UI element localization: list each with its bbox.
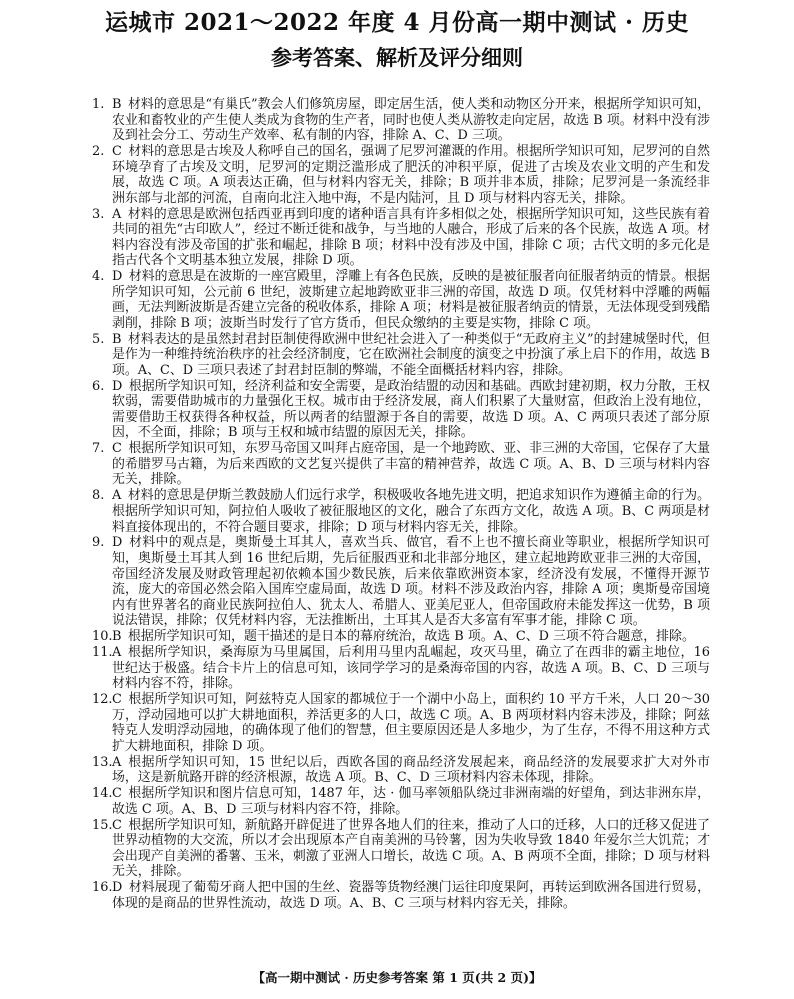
answer-item-number: 14.: [92, 786, 113, 802]
answer-item-number: 7.: [92, 441, 105, 457]
answer-item-choice: D: [112, 535, 123, 551]
answer-item-choice: D: [112, 880, 123, 896]
answer-item: [92, 535, 710, 628]
answer-item: [92, 818, 710, 880]
answer-item-explanation: 根据所学知识和图片信息可知，1487 年，达 · 伽马率领船队绕过非洲南端的好望角，到达非洲东岸，故选 C 项。A、B、D 三项与材料内容不符，排除。: [112, 786, 710, 817]
answer-item-choice: D: [112, 378, 123, 394]
answer-item-choice: A: [112, 754, 122, 770]
answer-item-explanation: 根据所学知识可知，东罗马帝国又叫拜占庭帝国，是一个地跨欧、亚、非三洲的大帝国，它保存了大量的希腊罗马古籍，为后来西欧的文艺复兴提供了丰富的精神营养，故选 C 项。A、B、D 三项与材料内容无关，排除。: [112, 441, 710, 488]
document-subtitle: 参考答案、解析及评分细则: [271, 45, 523, 70]
answer-item-number: 1.: [92, 97, 105, 112]
answer-item: [92, 786, 710, 817]
answer-item-explanation: 材料的意思是欧洲包括西亚再到印度的诸种语言具有许多相似之处，根据所学知识可知，这些民族有着共同的祖先“古印欧人”，经过不断迁徙和战争，与当地的人融合，形成了后来的各个民族，故选 A 项。材料内容没有涉及帝国的扩张和崛起，排除 B 项；材料中没有涉及中国，排除 C 项；古代文明的多元化是指古代各个文明基本独立发展，排除 D 项。: [112, 206, 710, 269]
answer-item: [92, 692, 710, 754]
answer-item-explanation: 材料的意思是伊斯兰教鼓励人们远行求学，积极吸收各地先进文明，把追求知识作为遵循主命的行为。根据所学知识可知，阿拉伯人吸收了被征服地区的文化，融合了东西方文化，故选 A 项。B、C 两项是材料直接体现出的，不符合题目要求，排除；D 项与材料内容无关，排除。: [112, 488, 710, 535]
answer-item-explanation: 材料中的观点是，奥斯曼土耳其人，喜欢当兵、做官，看不上也不擅长商业等职业，根据所学知识可知，奥斯曼土耳其人到 16 世纪后期，先后征服西亚和北非部分地区，建立起地跨欧亚非三洲的大帝国，帝国经济发展及财政管理起初依赖本国少数民族，后来依靠欧洲资本家，经济没有发展，不懂得开源节流，庞大的帝国必然会陷入国库空虚局面，故选 D 项。材料不涉及政治内容，排除 A 项；奥斯曼帝国境内有世界著名的商业民族阿拉伯人、犹太人、希腊人、亚美尼亚人，但帝国政府未能发挥这一优势，B 项说法错误，排除；仅凭材料内容，无法推断出，土耳其人是否大多富有军事才能，排除 C 项。: [112, 535, 710, 629]
answer-item-explanation: 根据所学知识可知，阿兹特克人国家的都城位于一个湖中小岛上，面积约 10 平方千米，人口 20～30 万，浮动园地可以扩大耕地面积，养活更多的人口，故选 C 项。A、B 两项材料内容未涉及，排除；阿兹特克人发明浮动园地，的确体现了他们的智慧，但主要原因还是人多地少，为了生存，不得不用这种方式扩大耕地面积，排除 D 项。: [112, 692, 710, 754]
answer-item-explanation: 材料的意思是古埃及人称呼自己的国名，强调了尼罗河灌溉的作用。根据所学知识可知，尼罗河的自然环境孕育了古埃及文明，尼罗河的定期泛滥形成了肥沃的冲积平原，促进了古埃及农业文明的产生和发展，故选 C 项。A 项表达正确，但与材料内容无关，排除；B 项并非本质，排除；尼罗河是一条流经非洲东部与北部的河流，自南向北注入地中海，不是内陆河，且 D 项与材料内容无关，排除。: [112, 144, 710, 206]
answer-item-explanation: 材料展现了葡萄牙商人把中国的生丝、瓷器等货物经澳门运往印度果阿，再转运到欧洲各国进行贸易，体现的是商品的世界性流动，故选 D 项。A、B、C 三项与材料内容无关，排除。: [112, 880, 710, 911]
answer-item: [92, 97, 710, 144]
answer-item-number: 9.: [92, 535, 105, 551]
answer-item-number: 10.: [92, 629, 113, 645]
answer-item-explanation: 材料的意思是在波斯的一座宫殿里，浮雕上有各色民族，反映的是被征服者向征服者纳贡的情景。根据所学知识可知，公元前 6 世纪，波斯建立起地跨欧亚非三洲的帝国，故选 D 项。仅凭材料中浮雕的两幅画，无法判断波斯是否建立完备的税收体系，排除 A 项；材料是被征服者纳贡的情景，无法体现受到残酷剥削，排除 B 项；波斯当时发行了官方货币，但民众缴纳的主要是实物，排除 C 项。: [112, 269, 710, 331]
document-title: 运城市 2021～2022 年度 4 月份高一期中测试 · 历史: [104, 9, 690, 36]
answer-item-number: 15.: [92, 817, 113, 833]
answer-item: [92, 441, 710, 488]
answer-item-number: 6.: [92, 378, 105, 394]
answer-item: [92, 629, 710, 645]
answer-item-number: 3.: [92, 206, 105, 222]
answer-item: [92, 269, 710, 331]
answer-item-number: 2.: [92, 144, 105, 160]
answer-item-choice: C: [112, 144, 122, 160]
answer-item-choice: A: [112, 206, 122, 222]
answer-item: [92, 488, 710, 535]
answer-item: [92, 332, 710, 379]
answer-item-choice: B: [112, 331, 122, 347]
answer-item-number: 5.: [92, 331, 105, 347]
answer-item-choice: A: [112, 488, 122, 504]
answer-item-explanation: 材料表达的是虽然封君封臣制使得欧洲中世纪社会进入了一种类似于“无政府主义”的封建城堡时代，但是作为一种维持统治秩序的社会经济制度，它在欧洲社会制度的演变之中扮演了承上启下的作用，故选 B 项。A、C、D 三项只表述了封君封臣制的弊端，不能全面概括材料内容，排除。: [112, 331, 710, 378]
answer-item-choice: C: [112, 441, 122, 457]
answer-item: [92, 207, 710, 269]
answer-item-number: 4.: [92, 269, 105, 285]
answer-item-choice: C: [112, 817, 122, 833]
answer-item-choice: A: [112, 645, 122, 661]
answer-item-number: 8.: [92, 488, 105, 504]
answer-item-number: 12.: [92, 692, 113, 708]
answer-item-explanation: 根据所学知识可知，新航路开辟促进了世界各地人们的往来，推动了人口的迁移，人口的迁移又促进了世界动植物的大交流，所以才会出现原本产自南美洲的马铃薯，因为失收导致 1840 年爱尔兰大饥荒；才会出现产自美洲的番薯、玉米，刺激了亚洲人口增长，故选 C 项。A、B 两项不全面，排除；D 项与材料无关，排除。: [112, 817, 710, 880]
answer-item-number: 13.: [92, 754, 113, 770]
answer-item: [92, 645, 710, 692]
answer-item-explanation: 根据所学知识，桑海原为马里属国，后利用马里内乱崛起，攻灭马里，确立了在西非的霸主地位，16 世纪达于极盛。结合卡片上的信息可知，该同学学习的是桑海帝国的内容，故选 A 项。B、C、D 三项与材料内容不符，排除。: [112, 645, 710, 692]
page-footer: 【高一期中测试 · 历史参考答案 第 1 页(共 2 页)】: [252, 970, 542, 985]
answer-item: [92, 144, 710, 206]
answer-item: [92, 379, 710, 441]
answer-item: [92, 880, 710, 911]
answer-item-explanation: 材料的意思是“有巢氏”教会人们修筑房屋，即定居生活，使人类和动物区分开来，根据所学知识可知，农业和畜牧业的产生使人类成为食物的生产者，同时也使人类从游牧走向定居，故选 B 项。材料中没有涉及到社会分工、劳动生产效率、私有制的内容，排除 A、C、D 三项。: [112, 97, 710, 144]
answer-item-choice: C: [112, 786, 122, 802]
answer-item-explanation: 根据所学知识可知，15 世纪以后，西欧各国的商品经济发展起来，商品经济的发展要求扩大对外市场，这是新航路开辟的经济根源，故选 A 项。B、C、D 三项材料内容未体现，排除。: [112, 754, 710, 786]
answer-item-number: 11.: [92, 645, 113, 661]
answer-item-choice: C: [112, 692, 122, 708]
answer-item: [92, 755, 710, 786]
answer-item-choice: D: [112, 269, 123, 285]
answer-item-choice: B: [112, 97, 122, 112]
answer-item-choice: B: [112, 629, 122, 645]
answer-item-number: 16.: [92, 880, 113, 896]
answer-item-explanation: 根据所学知识可知，题干描述的是日本的幕府统治，故选 B 项。A、C、D 三项不符合题意，排除。: [127, 629, 695, 645]
answer-item-explanation: 根据所学知识可知，经济利益和安全需要，是政治结盟的动因和基础。西欧封建初期，权力分散，王权软弱，需要借助城市的力量强化王权。城市由于经济发展，商人们积累了大量财富，但政治上没有地位，需要借助王权获得各种权益，所以两者的结盟源于各自的需要，故选 D 项。A、C 两项只表述了部分原因，不全面，排除；B 项与王权和城市结盟的原因无关，排除。: [112, 378, 710, 441]
answer-list: [92, 97, 710, 912]
